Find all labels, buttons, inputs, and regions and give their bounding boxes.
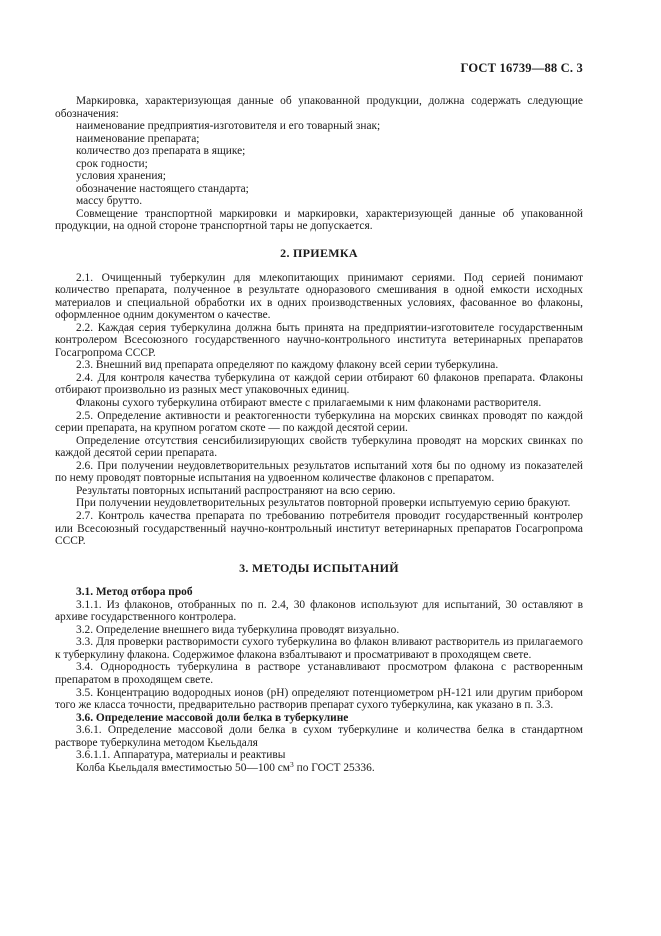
paragraph-2-6-b: Результаты повторных испытаний распространяют на всю серию.	[76, 484, 396, 497]
marking-item: наименование препарата;	[76, 132, 200, 145]
document-body	[55, 95, 583, 774]
section-3-title: 3. МЕТОДЫ ИСПЫТАНИЙ	[239, 560, 399, 575]
paragraph-2-4-b: Флаконы сухого туберкулина отбирают вместе с прилагаемыми к ним флаконами растворителя.	[76, 397, 542, 410]
paragraph-3-6-1-1: 3.6.1.1. Аппаратура, материалы и реактивы	[76, 749, 286, 762]
paragraph-3-6-1: 3.6.1. Определение массовой доли белка в сухом туберкулине и количества белка в стандартном растворе туберкулина методом Кьельдаля	[55, 724, 583, 749]
flask-paragraph	[55, 759, 583, 775]
paragraph-2-6-c: При получении неудовлетворительных результатов повторной проверки испытуемую серию бракуют.	[76, 497, 571, 510]
flask-standard: по ГОСТ 25336.	[293, 761, 375, 774]
combine-paragraph: Совмещение транспортной маркировки и маркировки, характеризующей данные об упакованной продукции, на одной стороне транспортной тары не допускается.	[55, 207, 583, 233]
page-header: ГОСТ 16739—88 С. 3	[460, 61, 583, 75]
paragraph-2-7: 2.7. Контроль качества препарата по требованию потребителя проводит государственный контролер или Всесоюзный государственный научно-контрольный институт ветеринарных препаратов Госагропрома СССР.	[55, 509, 583, 548]
paragraph-2-6: 2.6. При получении неудовлетворительных результатов испытаний хотя бы по одному из показателей по нему проводят повторные испытания на удвоенном количестве флаконов с препаратом.	[55, 459, 583, 485]
marking-item: обозначение настоящего стандарта;	[76, 182, 249, 195]
paragraph-3-3: 3.3. Для проверки растворимости сухого туберкулина во флакон вливают растворитель из прилагаемого к туберкулину флакона. Содержимое флакона взбалтывают и просматривают в проходящем свете.	[55, 636, 583, 661]
paragraph-2-5: 2.5. Определение активности и реактогенности туберкулина на морских свинках проводят по каждой серии препарата, на крупном рогатом скоте — по каждой десятой серии.	[55, 409, 583, 435]
marking-item: срок годности;	[76, 157, 148, 170]
paragraph-2-3: 2.3. Внешний вид препарата определяют по каждому флакону всей серии туберкулина.	[76, 359, 499, 372]
marking-item: условия хранения;	[76, 170, 166, 183]
paragraph-3-1-1: 3.1.1. Из флаконов, отобранных по п. 2.4, 30 флаконов используют для испытаний, 30 оставляют в архиве государственного контролера.	[55, 598, 583, 624]
subsection-3-6-title: 3.6. Определение массовой доли белка в туберкулине	[76, 711, 349, 724]
paragraph-2-4: 2.4. Для контроля качества туберкулина от каждой серии отбирают 60 флаконов препарата. Флаконы отбирают произвольно из разных мест упаковочных единиц.	[55, 371, 583, 397]
flask-unit-exponent: 3	[290, 759, 294, 769]
paragraph-3-4: 3.4. Однородность туберкулина в растворе устанавливают просмотром флакона с растворенным препаратом в проходящем свете.	[55, 661, 583, 686]
subsection-3-1-title: 3.1. Метод отбора проб	[76, 586, 193, 599]
paragraph-2-5-b: Определение отсутствия сенсибилизирующих свойств туберкулина проводят на морских свинках по каждой десятой серии препарата.	[55, 434, 583, 460]
marking-paragraph: Маркировка, характеризующая данные об упакованной продукции, должна содержать следующие обозначения:	[55, 95, 583, 120]
paragraph-3-2: 3.2. Определение внешнего вида туберкулина проводят визуально.	[76, 623, 400, 636]
paragraph-3-5: 3.5. Концентрацию водородных ионов (pH) определяют потенциометром pH-121 или другим прибором того же класса точности, предварительно растворив препарат сухого туберкулина, как указано в п. 3.3.	[55, 686, 583, 712]
marking-item: наименование предприятия-изготовителя и его товарный знак;	[76, 120, 381, 133]
paragraph-2-2: 2.2. Каждая серия туберкулина должна быть принята на предприятии-изготовителе государственным контролером Всесоюзного государственного научно-контрольного института ветеринарных препаратов Госагропрома СССР.	[55, 321, 583, 359]
section-2-title: 2. ПРИЕМКА	[280, 246, 358, 261]
paragraph-2-1: 2.1. Очищенный туберкулин для млекопитающих принимают сериями. Под серией понимают количество препарата, полученное в результате одноразового смешивания в одной емкости исходных материалов и специальной обработки их в одних производственных условиях, фасованное во флаконы, оформленное одним документом о качестве.	[55, 271, 583, 322]
flask-text: Колба Кьельдаля вместимостью 50—100 см	[76, 761, 291, 774]
marking-item: количество доз препарата в ящике;	[76, 145, 246, 158]
marking-item: массу брутто.	[76, 195, 143, 208]
